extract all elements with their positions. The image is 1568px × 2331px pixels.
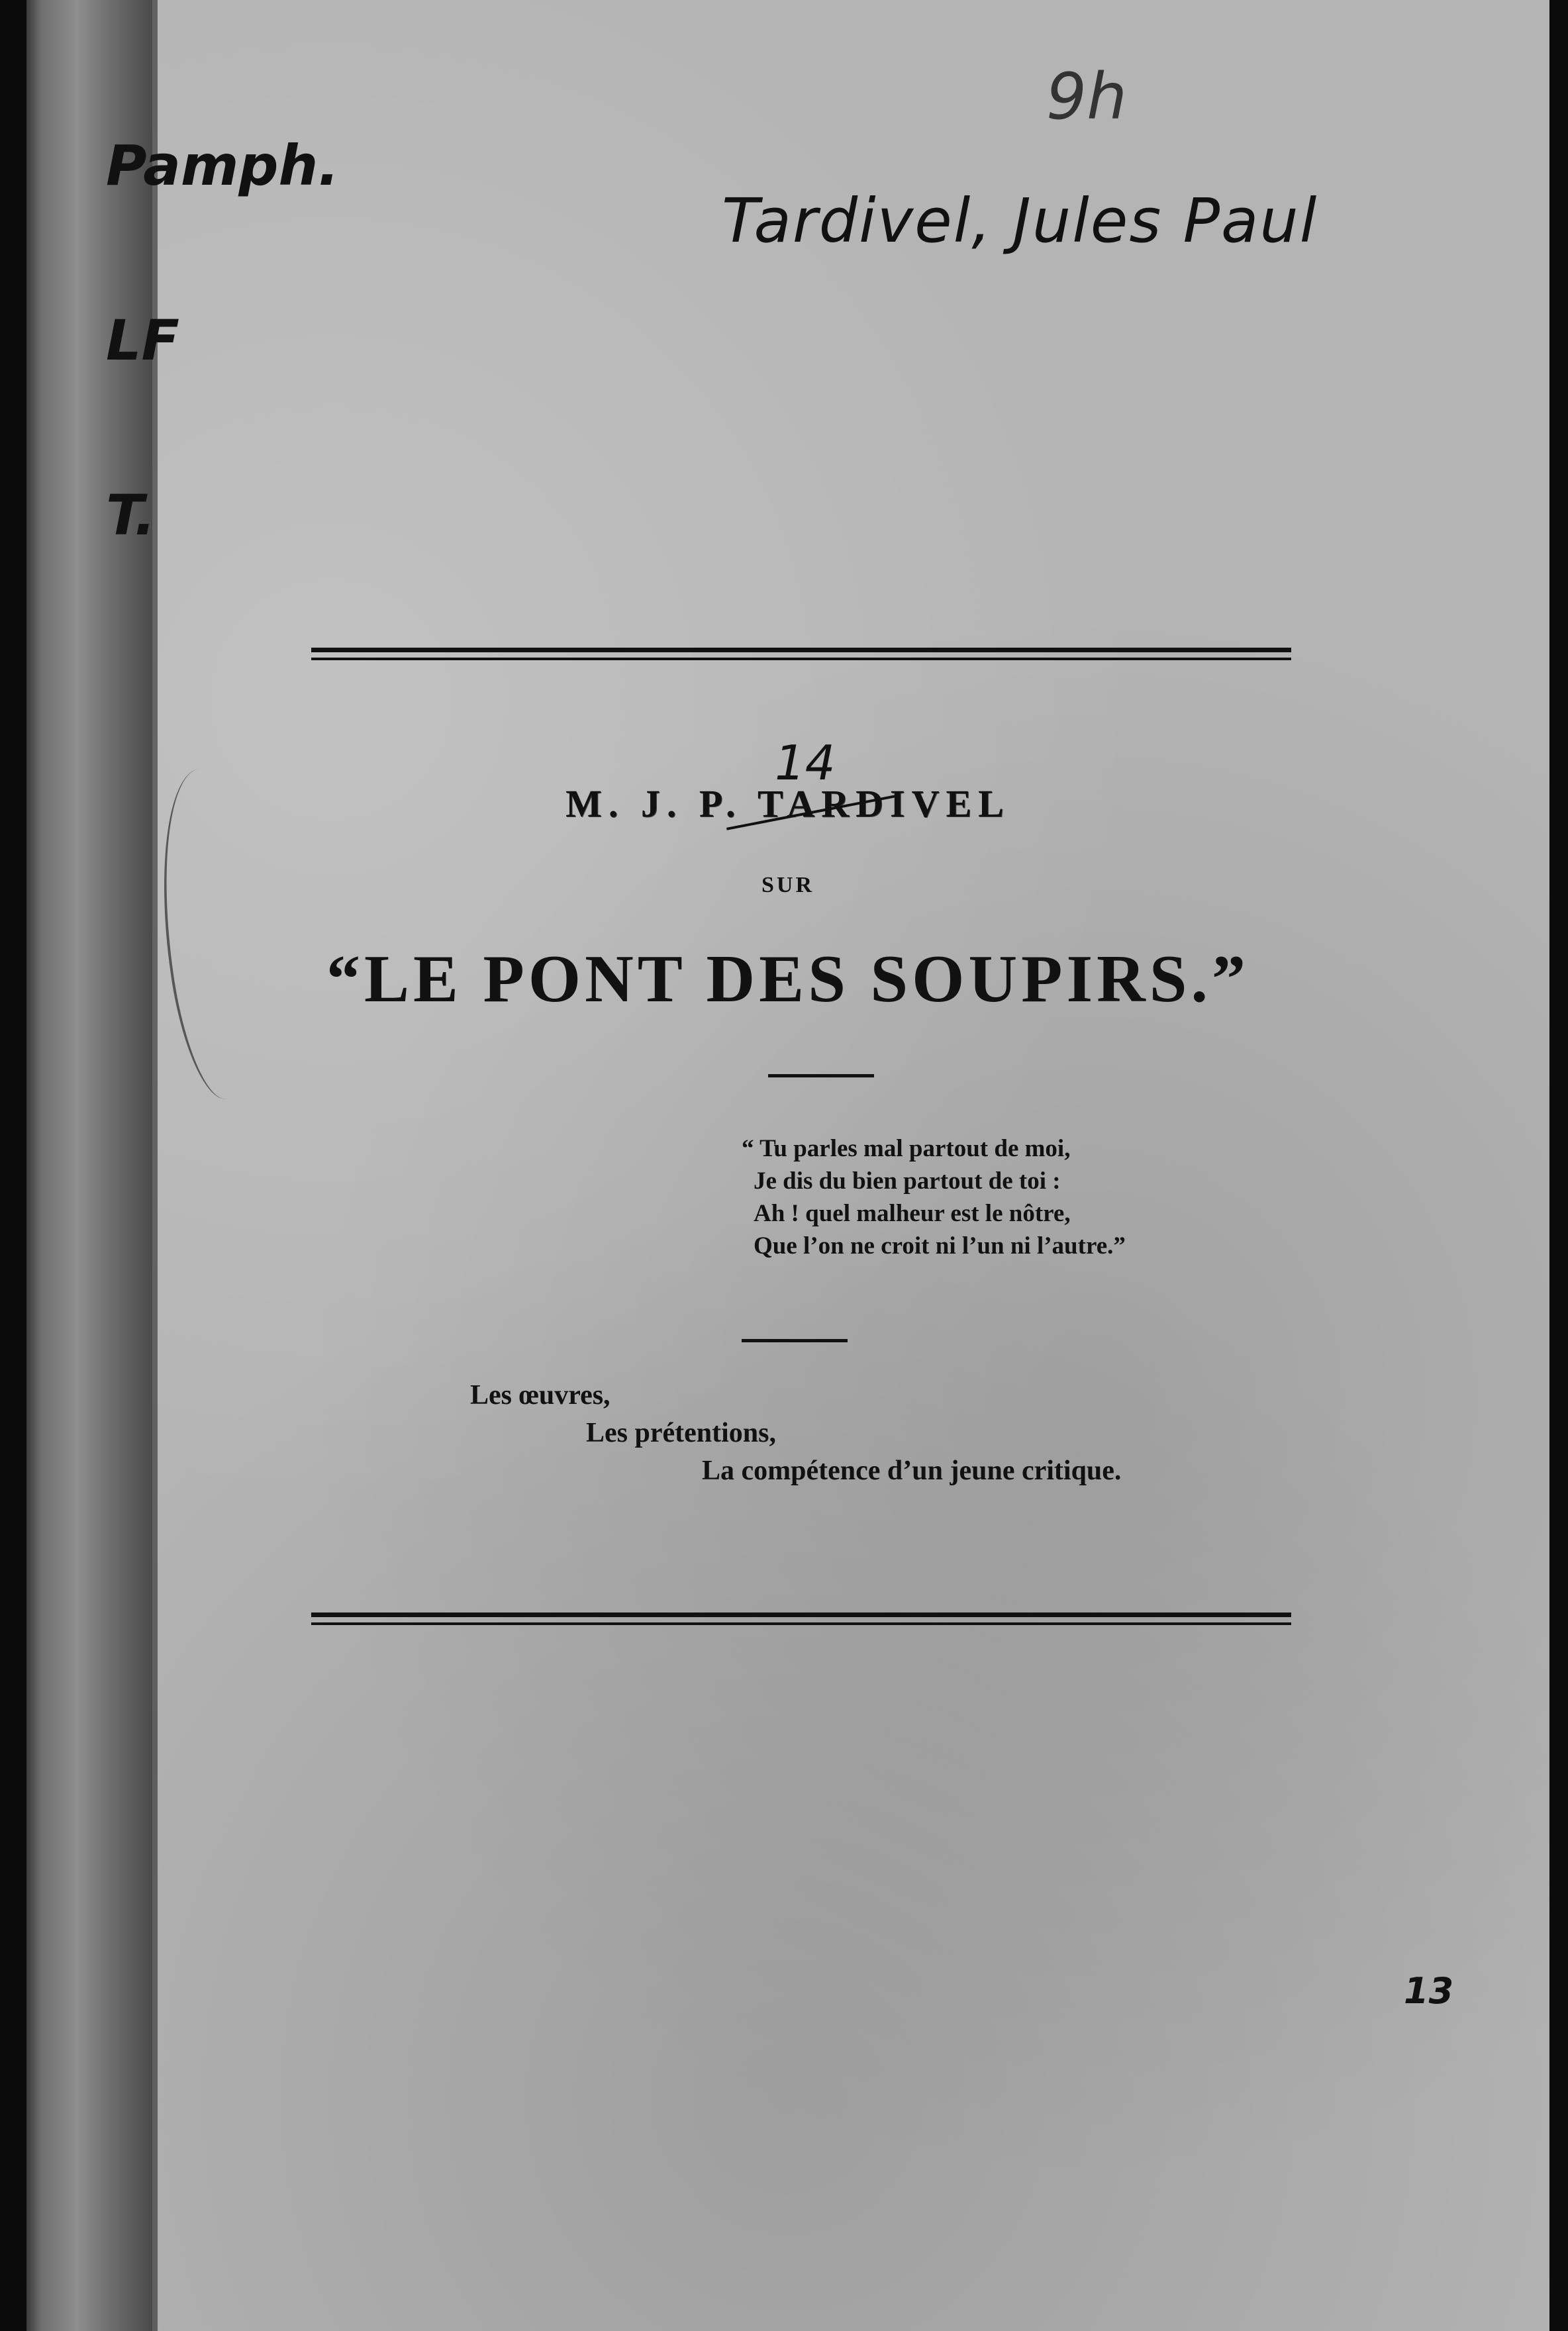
epigraph-line: Je dis du bien partout de toi :	[754, 1167, 1061, 1195]
pencil-number-handwriting: 9h	[1046, 60, 1127, 134]
document-page	[26, 0, 1549, 2331]
connector-word: SUR	[761, 873, 815, 897]
epigraph-line: Ah ! quel malheur est le nôtre,	[754, 1200, 1071, 1227]
subject-line: Les prétentions,	[586, 1418, 776, 1448]
title-separator	[768, 1074, 874, 1077]
epigraph-line: “ Tu parles mal partout de moi,	[742, 1135, 1071, 1162]
epigraph	[742, 1132, 1338, 1262]
top-double-rule	[311, 648, 1291, 660]
author-line: M. J. P. TARDIVEL	[565, 782, 1010, 825]
subject-line: Les œuvres,	[470, 1380, 611, 1411]
author-name-handwriting: Tardivel, Jules Paul	[722, 185, 1318, 256]
shelf-mark-line-3: T.	[106, 483, 156, 548]
epigraph-separator	[742, 1339, 848, 1342]
epigraph-line: Que l’on ne croit ni l’un ni l’autre.”	[754, 1232, 1126, 1260]
shelf-mark-line-2: LF	[106, 308, 179, 373]
bottom-double-rule	[311, 1612, 1291, 1625]
title-correction-handwriting: 14	[775, 735, 836, 791]
main-title: “LE PONT DES SOUPIRS.”	[326, 942, 1250, 1017]
page-mark-handwriting: 13	[1404, 1970, 1454, 2012]
shelf-mark-handwriting	[106, 20, 339, 661]
shelf-mark-line-1: Pamph.	[106, 133, 340, 198]
subject-line: La compétence d’un jeune critique.	[702, 1456, 1122, 1486]
